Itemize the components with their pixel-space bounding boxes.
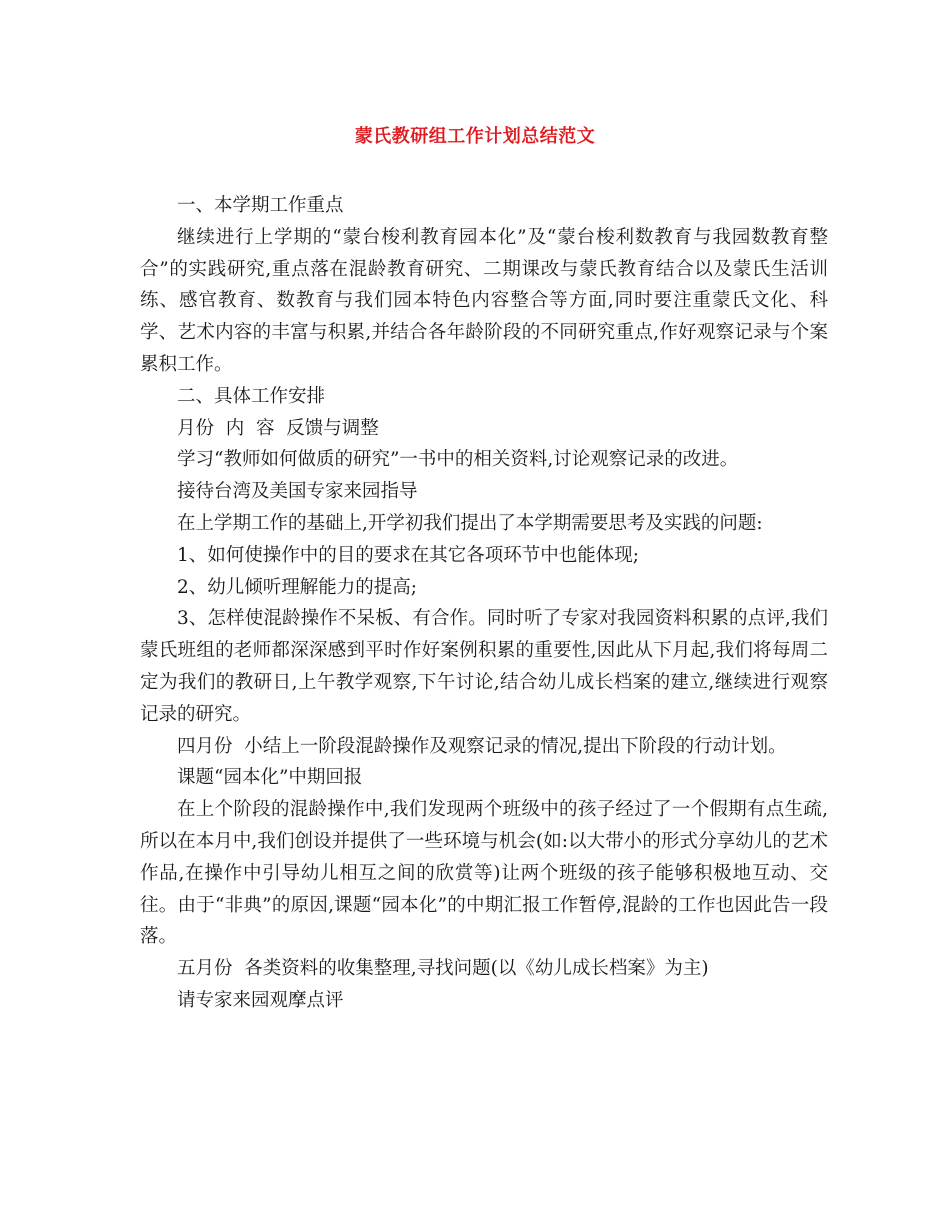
list-item: 3、怎样使混龄操作不呆板、有合作。同时听了专家对我园资料积累的点评,我们蒙氏班组的老师都深深感到平时作好案例积累的重要性,因此从下月起,我们将每周二定为我们的教研日,上午教学观察,下午讨论,结合幼儿成长档案的建立,继续进行观察记录的研究。 — [140, 608, 828, 725]
paragraph-text: 学习“教师如何做质的研究”一书中的相关资料,讨论观察记录的改进。 — [177, 449, 739, 471]
document-body — [140, 190, 828, 1017]
paragraph-text: 在上学期工作的基础上,开学初我们提出了本学期需要思考及实践的问题: — [177, 512, 763, 534]
paragraph-text: 在上个阶段的混龄操作中,我们发现两个班级中的孩子经过了一个假期有点生疏,所以在本月中,我们创设并提供了一些环境与机会(如:以大带小的形式分享幼儿的艺术作品,在操作中引导幼儿相互之间的欣赏等)让两个班级的孩子能够积极地互动、交往。由于“非典”的原因,课题“园本化”的中期汇报工作暂停,混龄的工作也因此告一段落。 — [140, 799, 828, 948]
list-item: 1、如何使操作中的目的要求在其它各项环节中也能体现; — [177, 544, 640, 566]
paragraph-text: 请专家来园观摩点评 — [177, 989, 344, 1011]
paragraph-text: 课题“园本化”中期回报 — [177, 767, 363, 789]
month-plan-line: 五月份 各类资料的收集整理,寻找问题(以《幼儿成长档案》为主) — [177, 958, 709, 980]
month-plan-line: 四月份 小结上一阶段混龄操作及观察记录的情况,提出下阶段的行动计划。 — [177, 735, 787, 757]
section-heading-1: 一、本学期工作重点 — [177, 195, 344, 216]
document-title: 蒙氏教研组工作计划总结范文 — [354, 126, 596, 147]
paragraph-text: 继续进行上学期的“蒙台梭利教育园本化”及“蒙台梭利数教育与我园数教育整合”的实践研究,重点落在混龄教育研究、二期课改与蒙氏教育结合以及蒙氏生活训练、感官教育、数教育与我们园本特色内容整合等方面,同时要注重蒙氏文化、科学、艺术内容的丰富与积累,并结合各年龄阶段的不同研究重点,作好观察记录与个案累积工作。 — [140, 226, 828, 375]
section-heading-2: 二、具体工作安排 — [177, 385, 326, 407]
table-header-line: 月份 内 容 反馈与调整 — [177, 417, 379, 439]
list-item: 2、幼儿倾听理解能力的提高; — [177, 576, 418, 598]
paragraph-text: 接待台湾及美国专家来园指导 — [177, 481, 418, 503]
